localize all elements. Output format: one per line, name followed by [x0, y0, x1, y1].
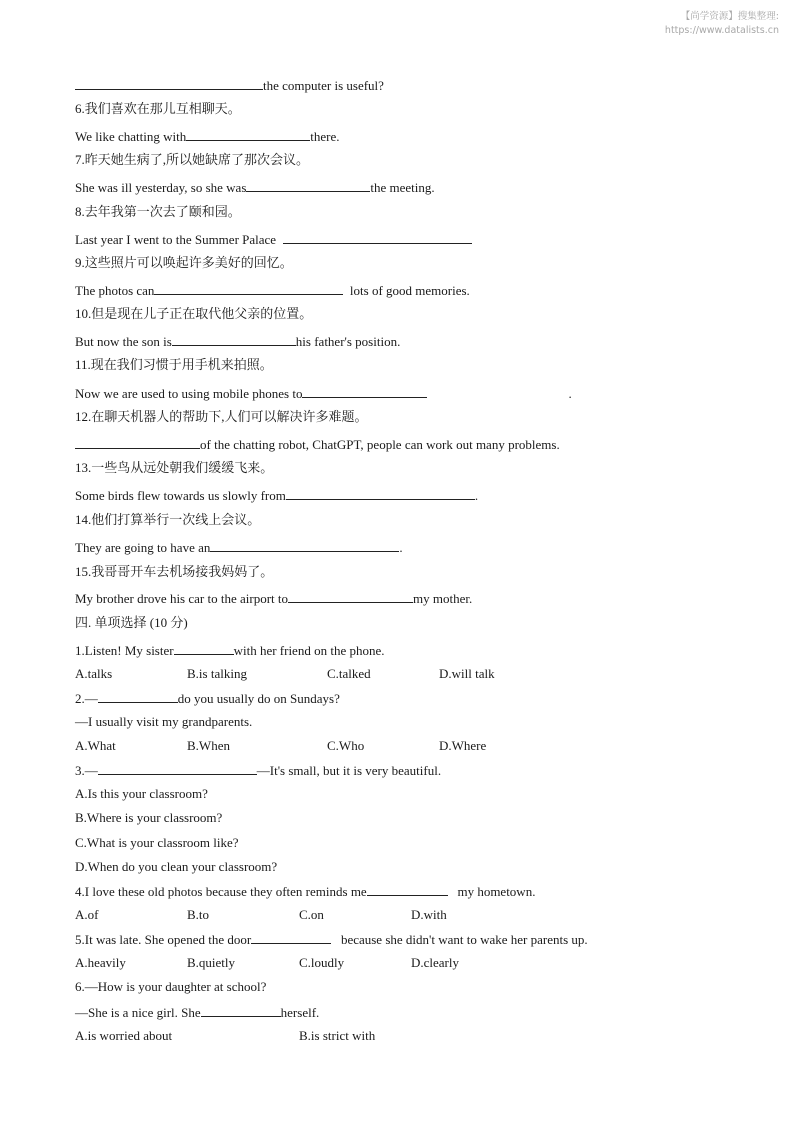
- mc-q2-stem: 2.— do you usually do on Sundays?: [75, 691, 340, 706]
- mc-q3-option-d[interactable]: D.When do you clean your classroom?: [75, 859, 278, 874]
- mc-q4-option-c[interactable]: C.on: [299, 907, 324, 922]
- mc-q4-option-d[interactable]: D.with: [411, 907, 447, 922]
- mc-q3-stem: 3.— —It's small, but it is very beautiful.: [75, 763, 442, 778]
- answer-blank[interactable]: [75, 77, 263, 90]
- mc-q2-option-a[interactable]: A.What: [75, 738, 116, 753]
- q14-english-line: They are going to have an .: [75, 540, 403, 555]
- answer-blank[interactable]: [367, 883, 448, 896]
- q10-english-line: But now the son is his father's position.: [75, 334, 401, 349]
- mc-q1-option-a[interactable]: A.talks: [75, 666, 113, 681]
- answer-blank[interactable]: [98, 762, 257, 775]
- answer-blank[interactable]: [154, 282, 343, 295]
- answer-blank[interactable]: [98, 690, 178, 703]
- mc-q2-option-b[interactable]: B.When: [187, 738, 230, 753]
- q13-english-line: Some birds flew towards us slowly from .: [75, 488, 479, 503]
- q10-chinese: 10.但是现在儿子正在取代他父亲的位置。: [75, 306, 313, 321]
- answer-blank[interactable]: [286, 487, 475, 500]
- q7-english-line: She was ill yesterday, so she was the meeting.: [75, 180, 435, 195]
- q9-chinese: 9.这些照片可以唤起许多美好的回忆。: [75, 255, 293, 270]
- answer-blank[interactable]: [75, 436, 200, 449]
- mc-q5-option-d[interactable]: D.clearly: [411, 955, 460, 970]
- mc-q3-option-b[interactable]: B.Where is your classroom?: [75, 810, 223, 825]
- q5-english-line: the computer is useful?: [75, 77, 384, 94]
- mc-q2-response: —I usually visit my grandparents.: [75, 714, 253, 729]
- q8-english-line: Last year I went to the Summer Palace: [75, 231, 472, 248]
- mc-q5-option-c[interactable]: C.loudly: [299, 955, 345, 970]
- mc-q1-option-d[interactable]: D.will talk: [439, 666, 495, 681]
- watermark-url: https://www.datalists.cn: [664, 25, 779, 36]
- mc-q6-option-a[interactable]: A.is worried about: [75, 1028, 173, 1043]
- q15-chinese: 15.我哥哥开车去机场接我妈妈了。: [75, 564, 274, 579]
- answer-blank[interactable]: [246, 179, 370, 192]
- mc-q4-option-b[interactable]: B.to: [187, 907, 210, 922]
- answer-blank[interactable]: [201, 1004, 281, 1017]
- q15-english-line: My brother drove his car to the airport to my mother.: [75, 591, 473, 606]
- mc-q3-option-a[interactable]: A.Is this your classroom?: [75, 786, 208, 801]
- watermark-title: 【尚学资源】搜集整理:: [680, 11, 779, 22]
- q7-chinese: 7.昨天她生病了,所以她缺席了那次会议。: [75, 152, 310, 167]
- answer-blank[interactable]: [302, 385, 427, 398]
- mc-q4-option-a[interactable]: A.of: [75, 907, 99, 922]
- mc-q4-stem: 4.I love these old photos because they often reminds me my hometown.: [75, 884, 536, 899]
- answer-blank[interactable]: [288, 590, 413, 603]
- q14-chinese: 14.他们打算举行一次线上会议。: [75, 512, 261, 527]
- mc-q6-option-b[interactable]: B.is strict with: [299, 1028, 376, 1043]
- watermark: [665, 10, 779, 38]
- q11-english-line: Now we are used to using mobile phones to .: [75, 386, 572, 401]
- q9-english-line: The photos can lots of good memories.: [75, 283, 470, 298]
- mc-q1-option-c[interactable]: C.talked: [327, 666, 371, 681]
- q11-chinese: 11.现在我们习惯于用手机来拍照。: [75, 357, 273, 372]
- section-title: 四. 单项选择 (10 分): [75, 615, 188, 630]
- mc-q2-option-c[interactable]: C.Who: [327, 738, 365, 753]
- q12-chinese: 12.在聊天机器人的帮助下,人们可以解决许多难题。: [75, 409, 368, 424]
- answer-blank[interactable]: [210, 539, 399, 552]
- q6-english-line: We like chatting with there.: [75, 129, 340, 144]
- mc-q6-response: —She is a nice girl. She herself.: [75, 1005, 320, 1020]
- answer-blank[interactable]: [283, 231, 472, 244]
- q12-english-line: of the chatting robot, ChatGPT, people can work out many problems.: [75, 436, 560, 453]
- q8-chinese: 8.去年我第一次去了颐和园。: [75, 204, 241, 219]
- answer-blank[interactable]: [251, 931, 331, 944]
- q13-chinese: 13.一些鸟从远处朝我们缓缓飞来。: [75, 460, 274, 475]
- mc-q5-option-b[interactable]: B.quietly: [187, 955, 236, 970]
- mc-q1-option-b[interactable]: B.is talking: [187, 666, 247, 681]
- mc-q3-option-c[interactable]: C.What is your classroom like?: [75, 835, 239, 850]
- mc-q1-stem: 1.Listen! My sister with her friend on the phone.: [75, 643, 385, 658]
- answer-blank[interactable]: [174, 642, 234, 655]
- q6-chinese: 6.我们喜欢在那儿互相聊天。: [75, 101, 241, 116]
- mc-q6-stem: 6.—How is your daughter at school?: [75, 979, 267, 994]
- mc-q5-stem: 5.It was late. She opened the door because she didn't want to wake her parents up.: [75, 932, 588, 947]
- answer-blank[interactable]: [172, 333, 296, 346]
- answer-blank[interactable]: [186, 128, 310, 141]
- mc-q2-option-d[interactable]: D.Where: [439, 738, 487, 753]
- mc-q5-option-a[interactable]: A.heavily: [75, 955, 126, 970]
